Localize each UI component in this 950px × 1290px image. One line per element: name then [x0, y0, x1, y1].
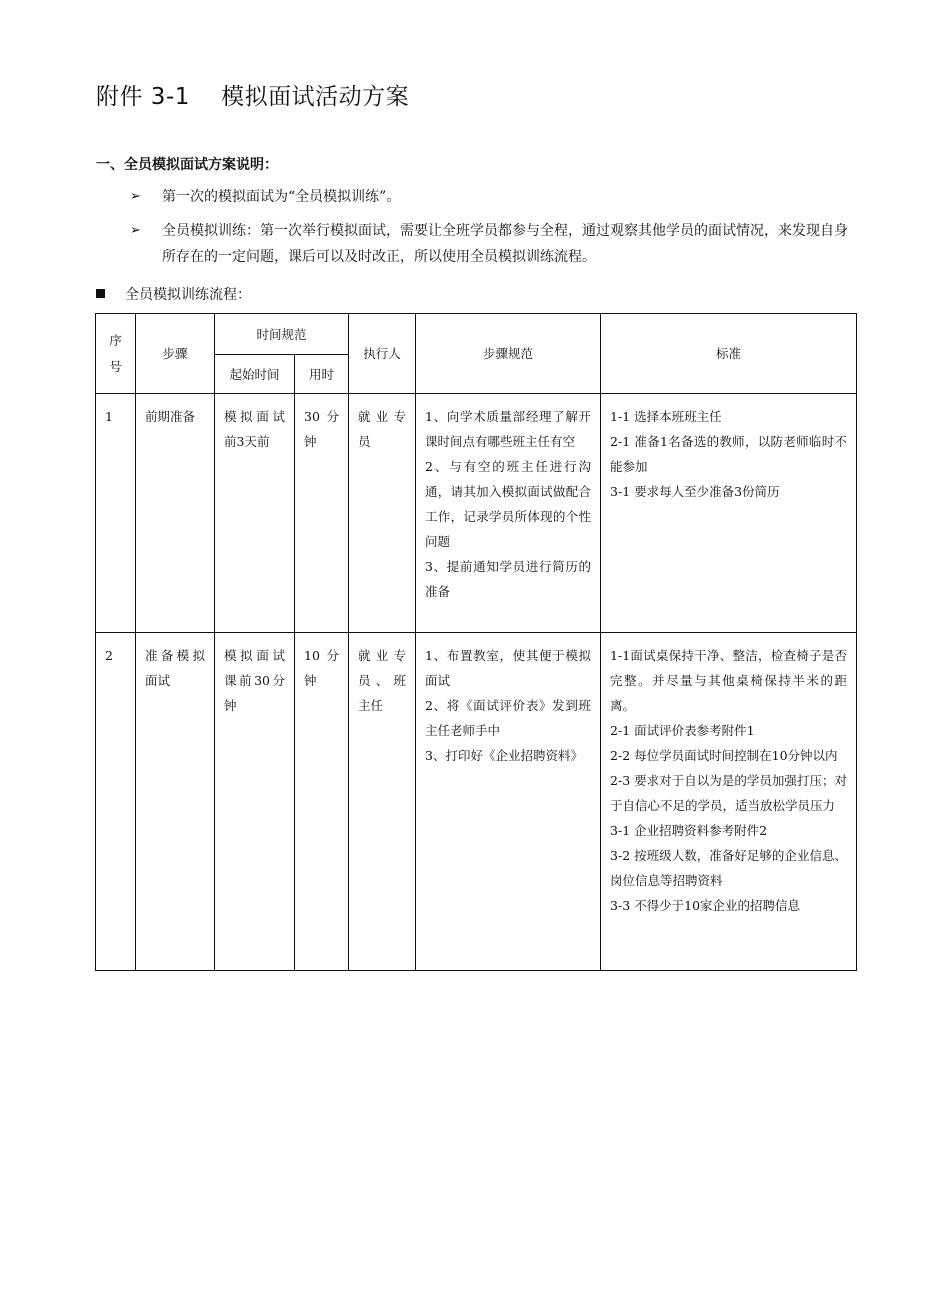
bullet-list — [96, 184, 856, 278]
header-start-time: 起始时间 — [215, 355, 295, 394]
bullet-text: 第一次的模拟面试为“全员模拟训练”。 — [162, 189, 401, 205]
cell-duration: 30 分钟 — [295, 394, 349, 633]
bullet-text: 全员模拟训练：第一次举行模拟面试，需要让全班学员都参与全程，通过观察其他学员的面试情况，来发现自身所存在的一定问题，课后可以及时改正，所以使用全员模拟训练流程。 — [162, 223, 848, 265]
header-executor: 执行人 — [349, 314, 416, 394]
cell-executor: 就业专员 — [349, 394, 416, 633]
cell-start-time: 模拟面试前3天前 — [215, 394, 295, 633]
table-row — [96, 394, 857, 633]
flow-table — [95, 313, 857, 971]
arrow-bullet-icon: ➢ — [130, 189, 141, 204]
cell-procedure: 1、向学术质量部经理了解开课时间点有哪些班主任有空 2、与有空的班主任进行沟通，请其加入模拟面试做配合工作，记录学员所体现的个性问题 3、提前通知学员进行简历的准备 — [416, 394, 601, 633]
cell-standard: 1-1 选择本班班主任 2-1 准备1名备选的教师，以防老师临时不能参加 3-1 要求每人至少准备3份简历 — [601, 394, 857, 633]
cell-procedure: 1、布置教室，使其便于模拟面试 2、将《面试评价表》发到班主任老师手中 3、打印好《企业招聘资料》 — [416, 633, 601, 971]
header-procedure: 步骤规范 — [416, 314, 601, 394]
header-standard: 标准 — [601, 314, 857, 394]
cell-step: 准备模拟面试 — [136, 633, 215, 971]
header-seq: 序 号 — [96, 314, 136, 394]
cell-duration: 10 分钟 — [295, 633, 349, 971]
header-time-group: 时间规范 — [215, 314, 349, 355]
list-item — [96, 218, 856, 270]
arrow-bullet-icon: ➢ — [130, 223, 141, 238]
flow-heading-text: 全员模拟训练流程： — [125, 287, 251, 303]
section-heading: 一、全员模拟面试方案说明： — [96, 157, 278, 173]
cell-executor: 就业专员、班主任 — [349, 633, 416, 971]
cell-seq: 1 — [96, 394, 136, 633]
cell-start-time: 模拟面试课前30分钟 — [215, 633, 295, 971]
page-title: 附件 3-1 模拟面试活动方案 — [96, 84, 410, 110]
table-row — [96, 633, 857, 971]
square-bullet-icon — [96, 289, 105, 298]
cell-step: 前期准备 — [136, 394, 215, 633]
cell-standard: 1-1面试桌保持干净、整洁，检查椅子是否完整。并尽量与其他桌椅保持半米的距离。 2-1 面试评价表参考附件1 2-2 每位学员面试时间控制在10分钟以内 2-3 要求对于自以为是的学员加强打压；对于自信心不足的学员，适当放松学员压力 3-1 企业招聘资料参考附件2 3-2 按班级人数，准备好足够的企业信息、岗位信息等招聘资料 3-3 不得少于10家企业的招聘信息 — [601, 633, 857, 971]
header-duration: 用时 — [295, 355, 349, 394]
flow-heading — [96, 284, 251, 304]
cell-seq: 2 — [96, 633, 136, 971]
list-item — [96, 184, 856, 210]
header-step: 步骤 — [136, 314, 215, 394]
